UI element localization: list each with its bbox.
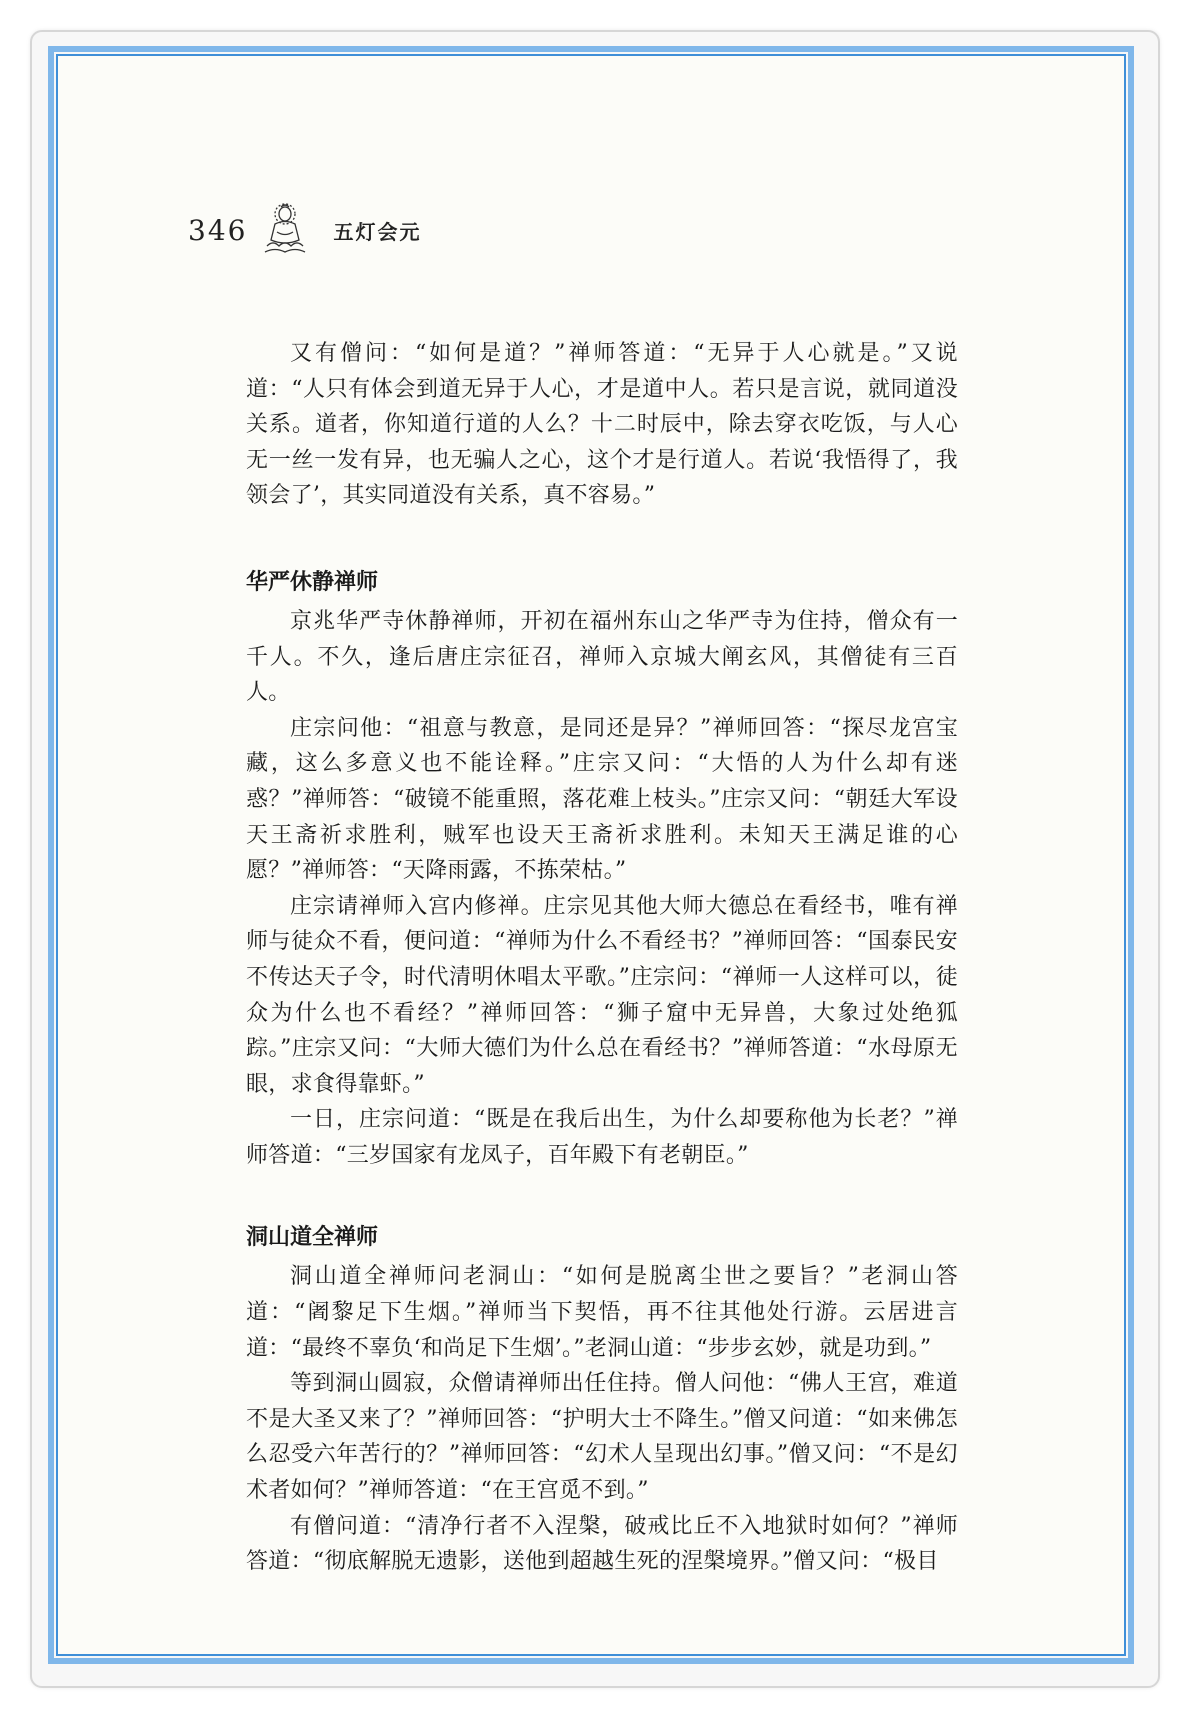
section-heading: 洞山道全禅师 xyxy=(246,1225,379,1251)
page-content xyxy=(246,336,958,1580)
paragraph: 庄宗请禅师入宫内修禅。庄宗见其他大师大德总在看经书，唯有禅师与徒众不看，便问道：“禅师为什么不看经书？”禅师回答：“国泰民安不传达天子令，时代清明休唱太平歌。”庄宗问：“禅师一人这样可以，徒众为什么也不看经？”禅师回答：“狮子窟中无异兽，大象过处绝狐踪。”庄宗又问：“大师大德们为什么总在看经书？”禅师答道：“水母原无眼，求食得靠虾。” xyxy=(246,893,958,1097)
paragraph: 等到洞山圆寂，众僧请禅师出任住持。僧人问他：“佛人王宫，难道不是大圣又来了？”禅师回答：“护明大士不降生。”僧又问道：“如来佛怎么忍受六年苦行的？”禅师回答：“幻术人呈现出幻事。”僧又问：“不是幻术者如何？”禅师答道：“在王宫觅不到。” xyxy=(246,1371,958,1504)
page-number: 346 xyxy=(188,213,248,247)
section-heading: 华严休静禅师 xyxy=(246,569,379,595)
paragraph: 京兆华严寺休静禅师，开初在福州东山之华严寺为住持，僧众有一千人。不久，逢后唐庄宗征召，禅师入京城大阐玄风，其僧徒有三百人。 xyxy=(246,608,958,706)
buddha-icon xyxy=(261,202,309,258)
paragraph: 洞山道全禅师问老洞山：“如何是脱离尘世之要旨？”老洞山答道：“阇黎足下生烟。”禅师当下契悟，再不往其他处行游。云居进言道：“最终不辜负‘和尚足下生烟’。”老洞山道：“步步玄妙，就是功到。” xyxy=(246,1264,958,1361)
paragraph: 又有僧问：“如何是道？”禅师答道：“无异于人心就是。”又说道：“人只有体会到道无异于人心，才是道中人。若只是言说，就同道没关系。道者，你知道行道的人么？十二时辰中，除去穿衣吃饭，与人心无一丝一发有异，也无骗人之心，这个才是行道人。若说‘我悟得了，我领会了’，其实同道没有关系，真不容易。” xyxy=(246,341,958,509)
book-title: 五灯会元 xyxy=(333,219,422,244)
paragraph: 庄宗问他：“祖意与教意，是同还是异？”禅师回答：“探尽龙宫宝藏，这么多意义也不能诠释。”庄宗又问：“大悟的人为什么却有迷惑？”禅师答：“破镜不能重照，落花难上枝头。”庄宗又问：“朝廷大军设天王斋祈求胜利，贼军也设天王斋祈求胜利。未知天王满足谁的心愿？”禅师答：“天降雨露，不拣荣枯。” xyxy=(246,715,958,884)
page-header xyxy=(188,200,421,260)
paragraph: 有僧问道：“清净行者不入涅槃，破戒比丘不入地狱时如何？”禅师答道：“彻底解脱无遗影，送他到超越生死的涅槃境界。”僧又问：“极目 xyxy=(246,1513,958,1575)
paragraph: 一日，庄宗问道：“既是在我后出生，为什么却要称他为长老？”禅师答道：“三岁国家有龙凤子，百年殿下有老朝臣。” xyxy=(246,1107,958,1168)
